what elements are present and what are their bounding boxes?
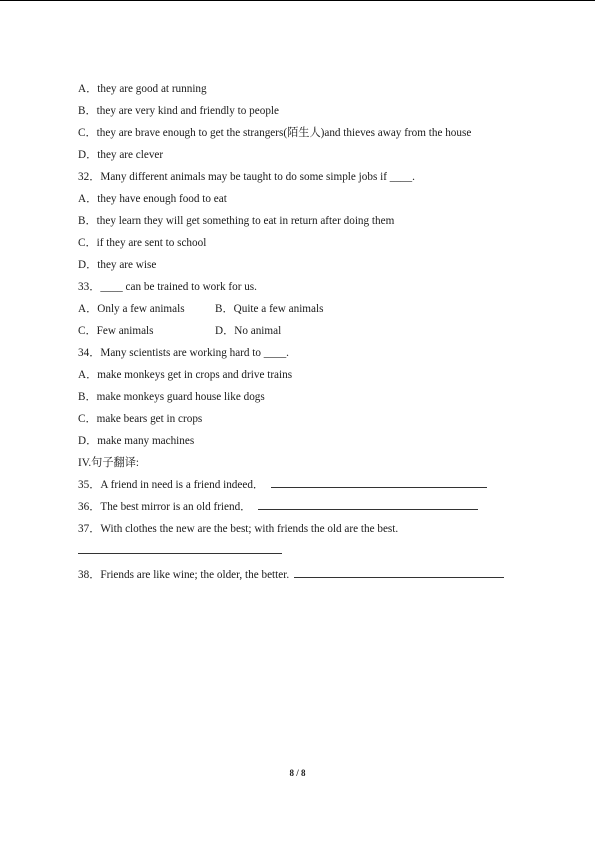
q31-option-b: B．they are very kind and friendly to people xyxy=(78,105,280,117)
q36-row xyxy=(78,496,548,518)
q32-option-c: C．if they are sent to school xyxy=(78,237,207,249)
q36-text: 36．The best mirror is an old friend． xyxy=(78,501,252,513)
q32-stem: 32．Many different animals may be taught to do some simple jobs if ____. xyxy=(78,171,415,183)
q37-row: 37．With clothes the new are the best; with friends the old are the best. xyxy=(78,523,399,535)
q37-answer-row xyxy=(78,540,548,564)
q33-option-a: A．Only a few animals xyxy=(78,303,185,315)
q34-option-a: A．make monkeys get in crops and drive trains xyxy=(78,369,293,381)
q32-option-a: A．they have enough food to eat xyxy=(78,193,227,205)
q37-answer-blank[interactable] xyxy=(78,542,282,554)
document-body xyxy=(78,78,548,586)
q31-option-a: A．they are good at running xyxy=(78,83,207,95)
q33-option-b: B．Quite a few animals xyxy=(215,303,324,315)
q34-option-b: B．make monkeys guard house like dogs xyxy=(78,391,265,403)
q31-option-d: D．they are clever xyxy=(78,149,164,161)
q35-text: 35．A friend in need is a friend indeed． xyxy=(78,479,265,491)
q36-answer-blank[interactable] xyxy=(258,498,478,510)
q32-option-d: D．they are wise xyxy=(78,259,157,271)
q33-options-row-1 xyxy=(78,298,548,320)
q33-stem: 33．____ can be trained to work for us. xyxy=(78,281,257,293)
q33-option-d: D．No animal xyxy=(215,325,282,337)
top-border-rule xyxy=(0,0,595,1)
q33-option-c: C．Few animals xyxy=(78,325,154,337)
q32-option-b: B．they learn they will get something to eat in return after doing them xyxy=(78,215,395,227)
q35-row xyxy=(78,474,548,496)
q34-option-c: C．make bears get in crops xyxy=(78,413,203,425)
q38-text: 38．Friends are like wine; the older, the better. xyxy=(78,569,290,581)
q38-row xyxy=(78,564,548,586)
page-number: 8 / 8 xyxy=(289,768,306,778)
q38-answer-blank[interactable] xyxy=(294,566,504,578)
q35-answer-blank[interactable] xyxy=(271,476,487,488)
q31-option-c: C．they are brave enough to get the strangers(陌生人)and thieves away from the house xyxy=(78,127,472,139)
q33-options-row-2 xyxy=(78,320,548,342)
section-iv-heading: IV.句子翻译: xyxy=(78,457,140,469)
q34-stem: 34．Many scientists are working hard to ____. xyxy=(78,347,289,359)
q34-option-d: D．make many machines xyxy=(78,435,195,447)
